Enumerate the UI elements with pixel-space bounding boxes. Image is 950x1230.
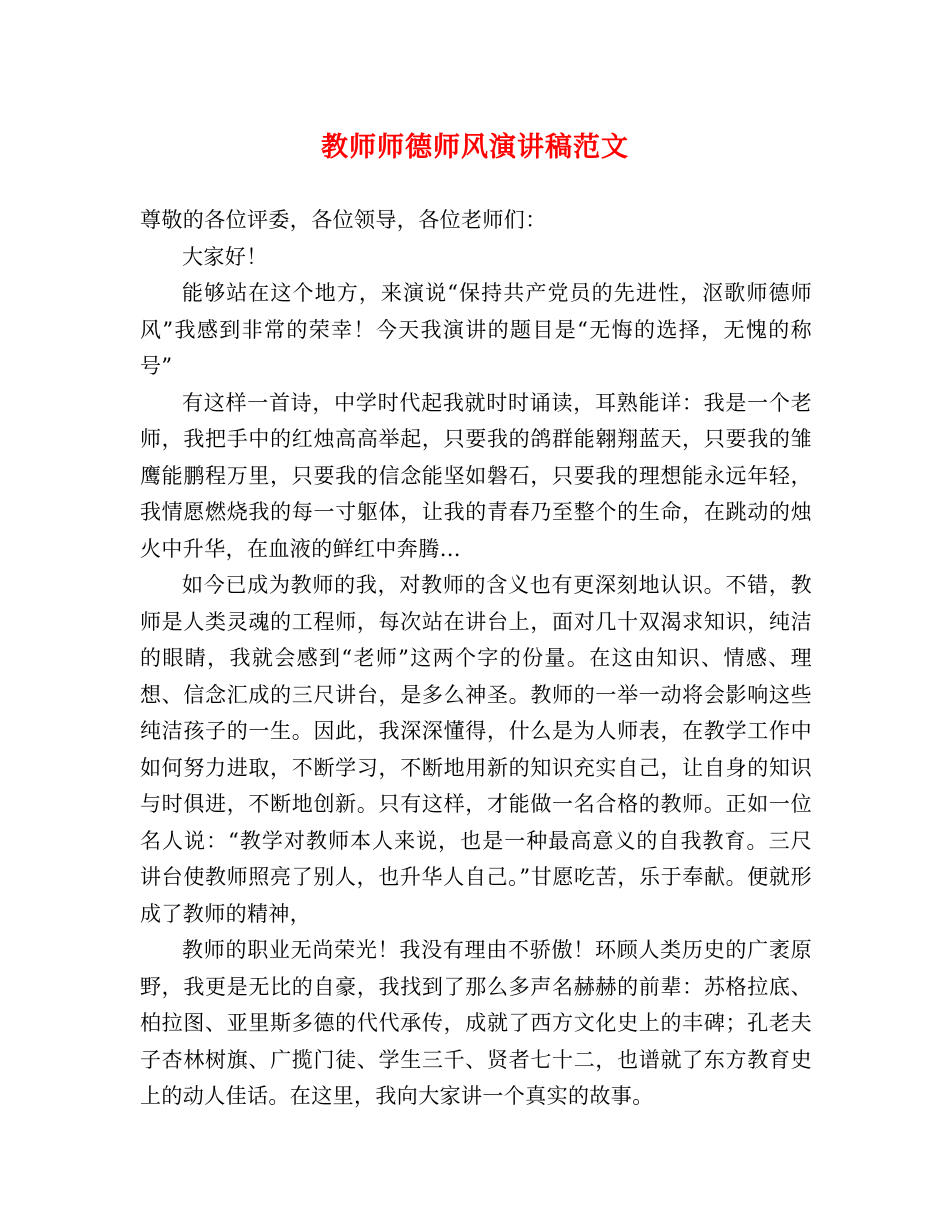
- paragraph-poem: 有这样一首诗，中学时代起我就时时诵读，耳熟能详：我是一个老师，我把手中的红烛高高举起，只要我的鸽群能翱翔蓝天，只要我的雏鹰能鹏程万里，只要我的信念能坚如磐石，只要我的理想能永远年轻，我情愿燃烧我的每一寸躯体，让我的青春乃至整个的生命，在跳动的烛火中升华，在血液的鲜红中奔腾…: [140, 390, 812, 561]
- paragraph-teacher-pride: 教师的职业无尚荣光！我没有理由不骄傲！环顾人类历史的广袤原野，我更是无比的自豪，我找到了那么多声名赫赫的前辈：苏格拉底、柏拉图、亚里斯多德的代代承传，成就了西方文化史上的丰碑；孔老夫子杏林树旗、广揽门徒、学生三千、贤者七十二，也谱就了东方教育史上的动人佳话。在这里，我向大家讲一个真实的故事。: [140, 938, 812, 1108]
- paragraph-greeting: 大家好！: [182, 244, 268, 269]
- paragraph-intro: 能够站在这个地方，来演说“保持共产党员的先进性，沤歌师德师风”我感到非常的荣幸！今天我演讲的题目是“无悔的选择，无愧的称号”: [140, 281, 812, 378]
- salutation: 尊敬的各位评委，各位领导，各位老师们：: [140, 208, 547, 232]
- paragraph-teacher-meaning: 如今已成为教师的我，对教师的含义也有更深刻地认识。不错，教师是人类灵魂的工程师，每次站在讲台上，面对几十双渴求知识，纯洁的眼睛，我就会感到“老师”这两个字的份量。在这由知识、情感、理想、信念汇成的三尺讲台，是多么神圣。教师的一举一动将会影响这些纯洁孩子的一生。因此，我深深懂得，什么是为人师表，在教学工作中如何努力进取，不断学习，不断地用新的知识充实自己，让自身的知识与时俱进，不断地创新。只有这样，才能做一名合格的教师。正如一位名人说：“教学对教师本人来说，也是一种最高意义的自我教育。三尺讲台使教师照亮了别人，也升华人自己。”甘愿吃苦，乐于奉献。便就形成了教师的精神，: [140, 573, 812, 926]
- document-title: 教师师德师风演讲稿范文: [321, 132, 629, 163]
- document-body: [140, 202, 812, 1115]
